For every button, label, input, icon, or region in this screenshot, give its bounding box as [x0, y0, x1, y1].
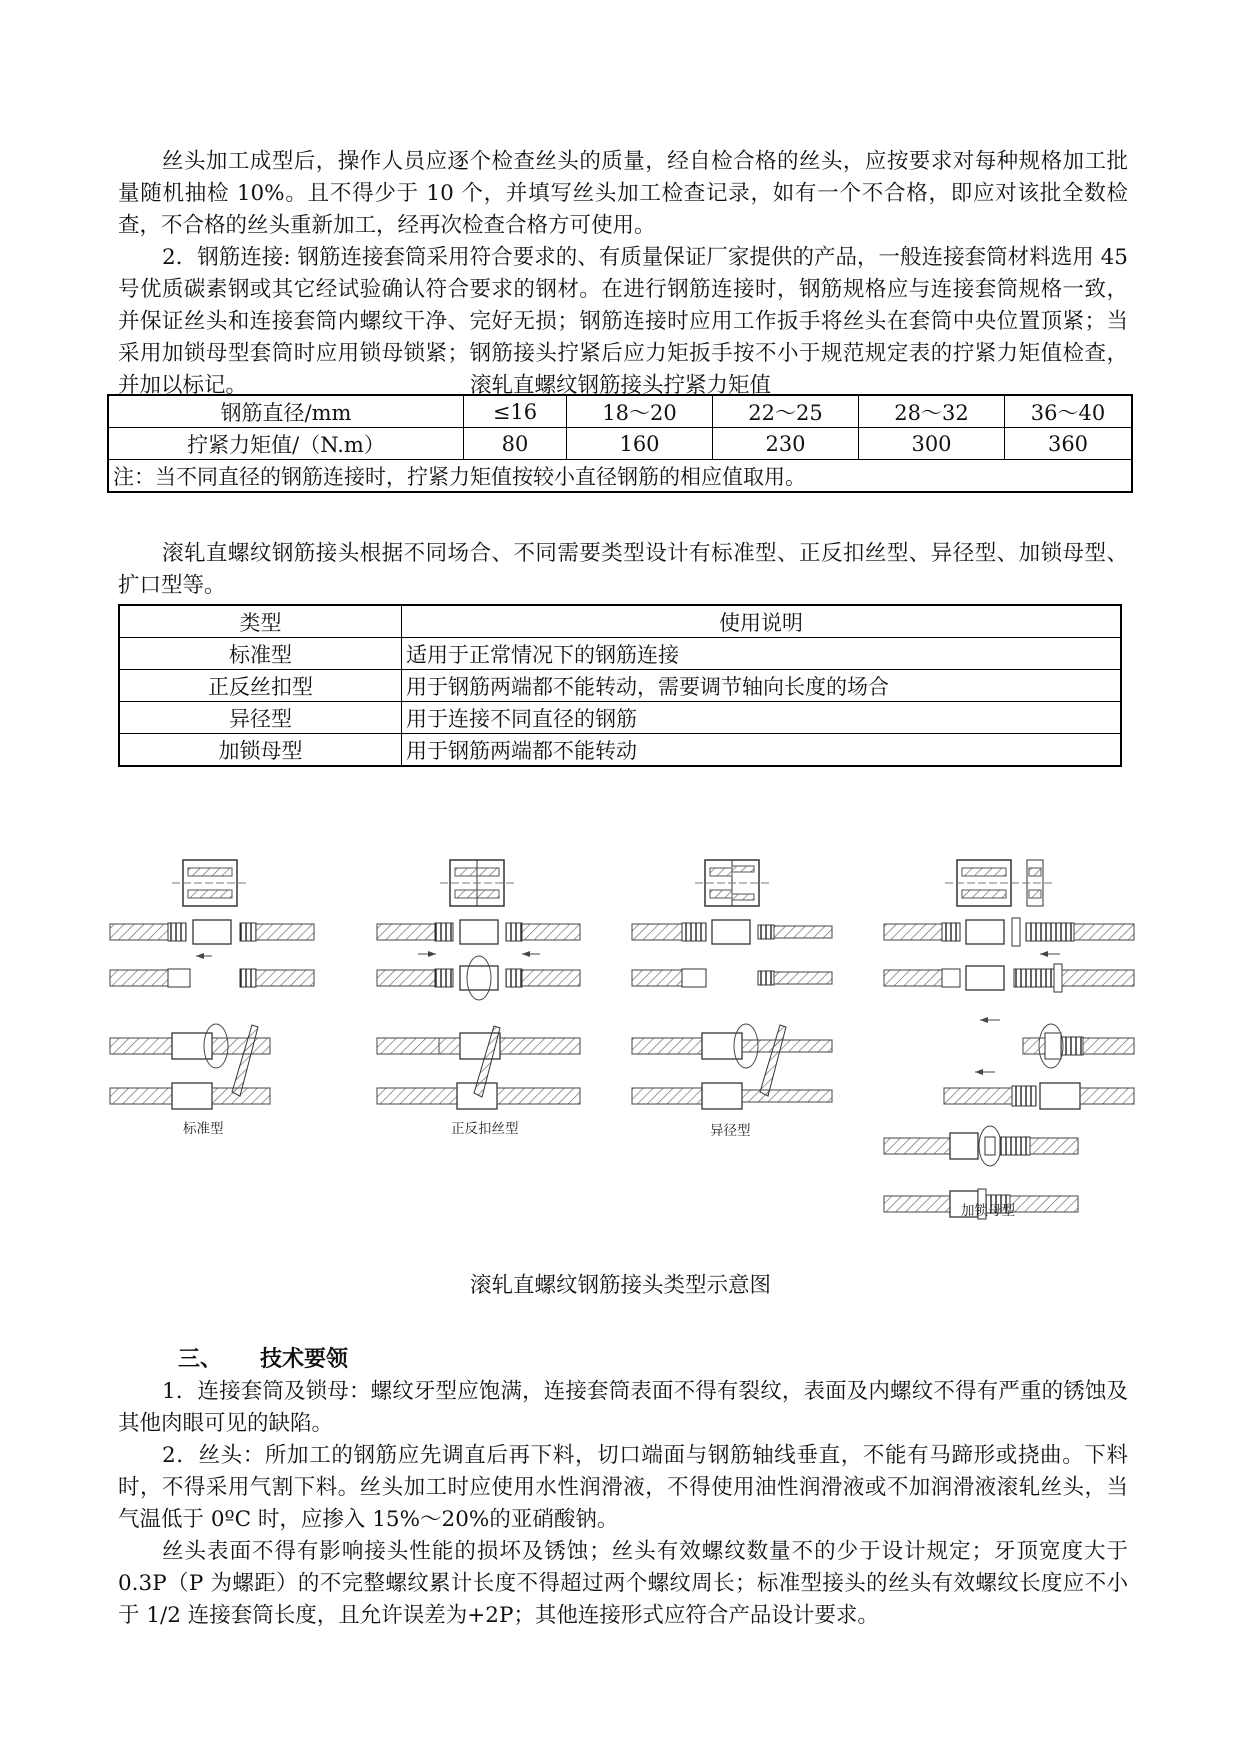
torque-table-diameter-label: 钢筋直径/mm — [108, 395, 464, 428]
torque-cell: 360 — [1005, 428, 1133, 460]
type-cell: 异径型 — [119, 702, 402, 734]
desc-cell: 用于连接不同直径的钢筋 — [402, 702, 1122, 734]
torque-cell: 160 — [567, 428, 713, 460]
paragraph-rebar-connection: 2．钢筋连接: 钢筋连接套筒采用符合要求的、有质量保证厂家提供的产品，一般连接套筒材料选用 45 号优质碳素钢或其它经试验确认符合要求的钢材。在进行钢筋连接时，钢筋规格应与连接套筒规格一致，并保证丝头和连接套筒内螺纹干净、完好无损；钢筋连接时应用工作扳手将丝头在套筒中央位置顶紧；当采用加锁母型套筒时应用锁母锁紧；钢筋接头拧紧后应力矩扳手按不小于规范规定表的拧紧力矩值检查，并加以标记。 — [118, 245, 1128, 398]
torque-table-title: 滚轧直螺纹钢筋接头拧紧力矩值 — [469, 373, 771, 398]
diameter-cell: 18～20 — [567, 395, 713, 428]
diameter-cell: 28～32 — [859, 395, 1005, 428]
paragraph-thread-surface: 丝头表面不得有影响接头性能的损坏及锈蚀；丝头有效螺纹数量不的少于设计规定；牙顶宽度大于 0.3P（P 为螺距）的不完整螺纹累计长度不得超过两个螺纹周长；标准型接头的丝头有效螺纹长度应不小于 1/2 连接套筒长度，且允许误差为+2P；其他连接形式应符合产品设计要求。 — [118, 1539, 1128, 1628]
figure-label-reducer: 异径型 — [710, 1123, 751, 1139]
type-table-header-desc: 使用说明 — [402, 605, 1122, 638]
diameter-cell: 36～40 — [1005, 395, 1133, 428]
section-number: 三、 — [178, 1347, 223, 1372]
type-table-header-type: 类型 — [119, 605, 402, 638]
torque-table — [107, 394, 1133, 493]
desc-cell: 用于钢筋两端都不能转动 — [402, 734, 1122, 767]
torque-table-torque-label: 拧紧力矩值/（N.m） — [108, 428, 464, 460]
figure-label-locknut: 加锁母型 — [961, 1203, 1015, 1219]
type-table — [118, 604, 1122, 767]
paragraph-joint-types: 滚轧直螺纹钢筋接头根据不同场合、不同需要类型设计有标准型、正反扣丝型、异径型、加锁母型、扩口型等。 — [118, 541, 1128, 598]
figure-label-standard: 标准型 — [183, 1121, 224, 1137]
reducer-type-diagram — [632, 860, 832, 1109]
torque-cell: 300 — [859, 428, 1005, 460]
desc-cell: 适用于正常情况下的钢筋连接 — [402, 638, 1122, 670]
torque-table-note: 注：当不同直径的钢筋连接时，拧紧力矩值按较小直径钢筋的相应值取用。 — [108, 460, 1132, 493]
type-cell: 标准型 — [119, 638, 402, 670]
figure-caption: 滚轧直螺纹钢筋接头类型示意图 — [469, 1273, 771, 1298]
paragraph-thread-inspection: 丝头加工成型后，操作人员应逐个检查丝头的质量，经自检合格的丝头，应按要求对每种规格加工批量随机抽检 10%。且不得少于 10 个，并填写丝头加工检查记录，如有一个不合格，即应对该批全数检查，不合格的丝头重新加工，经再次检查合格方可使用。 — [118, 149, 1128, 238]
joint-types-diagram — [0, 840, 1241, 1240]
section-title: 技术要领 — [260, 1347, 349, 1372]
standard-type-diagram — [110, 860, 314, 1109]
reverse-thread-type-diagram — [377, 860, 580, 1109]
section-heading — [178, 1342, 348, 1373]
paragraph-thread-head: 2．丝头：所加工的钢筋应先调直后再下料，切口端面与钢筋轴线垂直，不能有马蹄形或挠曲。下料时，不得采用气割下料。丝头加工时应使用水性润滑液，不得使用油性润滑液或不加润滑液滚轧丝头，当气温低于 0ºC 时，应掺入 15%～20%的亚硝酸钠。 — [118, 1443, 1128, 1532]
diameter-cell: ≤16 — [464, 395, 567, 428]
paragraph-sleeve-locknut: 1．连接套筒及锁母：螺纹牙型应饱满，连接套筒表面不得有裂纹，表面及内螺纹不得有严重的锈蚀及其他肉眼可见的缺陷。 — [118, 1379, 1128, 1436]
torque-cell: 230 — [713, 428, 859, 460]
figure-label-reverse: 正反扣丝型 — [451, 1121, 519, 1137]
type-cell: 加锁母型 — [119, 734, 402, 767]
desc-cell: 用于钢筋两端都不能转动，需要调节轴向长度的场合 — [402, 670, 1122, 702]
locknut-type-diagram — [884, 860, 1134, 1219]
type-cell: 正反丝扣型 — [119, 670, 402, 702]
diameter-cell: 22～25 — [713, 395, 859, 428]
torque-cell: 80 — [464, 428, 567, 460]
